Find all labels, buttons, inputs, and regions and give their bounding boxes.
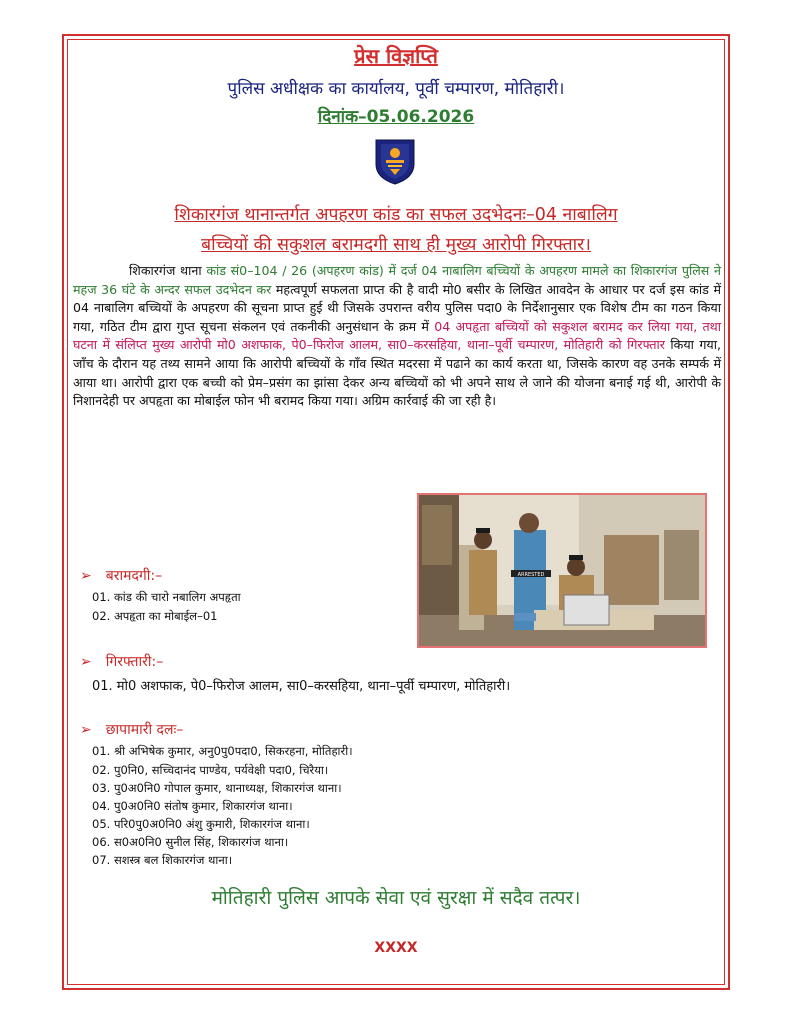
arrest-item-1: 01. मो0 अशफाक, पे0–फिरोज आलम, सा0–करसहिया, थाना–पूर्वी चम्पारण, मोतिहारी। <box>92 679 511 694</box>
body-text-main: महत्वपूर्ण सफलता प्राप्त की है वादी मो0 बसीर के लिखित आवदेन के आधार पर दर्ज इस कांड में 04 नाबालिग बच्चियों के अपहरण की सूचना प्राप्त हुई थी जिसके उपरान्त वरीय पुलिस पदा0 के निर्देशानुसार एक विशेष टीम का गठन किया गया, गठित टीम द्वारा गुप्त सूचना संकलन एवं तकनीकी अनुसंधान के क्रम में <box>73 281 721 334</box>
press-release-title: प्रेस विज्ञप्ति <box>354 44 438 68</box>
raid-team-item-7: 07. सशस्त्र बल शिकारगंज थाना। <box>92 853 233 867</box>
raid-team-item-2: 02. पु0नि0, सच्चिदानंद पाण्डेय, पर्यवेक्षी पदा0, चिरैया। <box>92 763 329 777</box>
arrow-bullet-icon: ➢ <box>80 568 92 584</box>
raid-team-heading-text: छापामारी दलः– <box>105 722 184 738</box>
headline-line-2: बच्चियों की सकुशल बरामदगी साथ ही मुख्य आरोपी गिरफ्तार। <box>201 235 591 255</box>
arrest-heading-text: गिरफ्तारी:– <box>105 654 164 670</box>
raid-team-heading <box>80 720 183 739</box>
raid-team-item-4: 04. पु0अ0नि0 संतोष कुमार, शिकारगंज थाना। <box>92 799 293 813</box>
body-paragraph <box>73 262 721 411</box>
body-text-conclusion: किया गया, जाँच के दौरान यह तथ्य सामने आया कि आरोपी बच्चियों के गाँव स्थित मदरसा में पढाने का कार्य करता था, जिसके कारण वह उनके सम्पर्क में आया था। आरोपी द्वारा एक बच्ची को प्रेम–प्रसंग का झांसा देकर अन्य बच्चियों को भी अपने साथ ले जाने की योजना बनाई गई थी, आरोपी के निशानदेही पर अपहृता का मोबाईल फोन भी बरामद किया गया। अग्रिम कार्रवाई की जा रही है। <box>73 337 721 409</box>
recovery-heading-text: बरामदगी:– <box>105 568 163 584</box>
arrest-photo <box>417 493 707 648</box>
headline-line-1: शिकारगंज थानान्तर्गत अपहरण कांड का सफल उदभेदनः–04 नाबालिग <box>174 205 618 225</box>
raid-team-item-3: 03. पु0अ0नि0 गोपाल कुमार, थानाध्यक्ष, शिकारगंज थाना। <box>92 781 342 795</box>
arrow-bullet-icon: ➢ <box>80 722 92 738</box>
raid-team-item-6: 06. स0अ0नि0 सुनील सिंह, शिकारगंज थाना। <box>92 835 289 849</box>
body-text-arrest-highlight: 04 अपहृता बच्चियों को सकुशल बरामद कर लिया गया, तथा घटना में संलिप्त मुख्य आरोपी मो0 अशफाक, पे0–फिरोज आलम, सा0–करसहिया, थाना–पूर्वी चम्पारण, मोतिहारी को गिरफ्तार <box>73 318 721 353</box>
body-text-case-highlight: कांड सं0–104 / 26 (अपहरण कांड) में दर्ज 04 नाबालिग बच्चियों के अपहरण मामले का शिकारगंज पुलिस ने महज 36 घंटे के अन्दर सफल उदभेदन कर <box>73 263 721 297</box>
end-mark: XXXX <box>374 940 418 956</box>
recovery-heading <box>80 566 162 585</box>
raid-team-item-5: 05. परि0पु0अ0नि0 अंशु कुमारी, शिकारगंज थाना। <box>92 817 310 831</box>
body-text-station: शिकारगंज थाना <box>129 263 202 278</box>
recovery-item-1: 01. कांड की चारो नबालिग अपहृता <box>92 590 241 604</box>
office-name: पुलिस अधीक्षक का कार्यालय, पूर्वी चम्पारण, मोतिहारी। <box>227 79 565 99</box>
recovery-item-2: 02. अपहृता का मोबाईल–01 <box>92 609 218 623</box>
raid-team-item-1: 01. श्री अभिषेक कुमार, अनु0पु0पदा0, सिकरहना, मोतिहारी। <box>92 744 353 758</box>
footer-slogan: मोतिहारी पुलिस आपके सेवा एवं सुरक्षा में सदैव तत्पर। <box>211 887 581 909</box>
arrow-bullet-icon: ➢ <box>80 654 92 670</box>
bihar-police-emblem-icon <box>372 138 418 186</box>
arrested-badge: ARRESTED <box>517 572 545 578</box>
arrest-heading <box>80 652 163 671</box>
release-date: दिनांक–05.06.2026 <box>317 107 475 127</box>
